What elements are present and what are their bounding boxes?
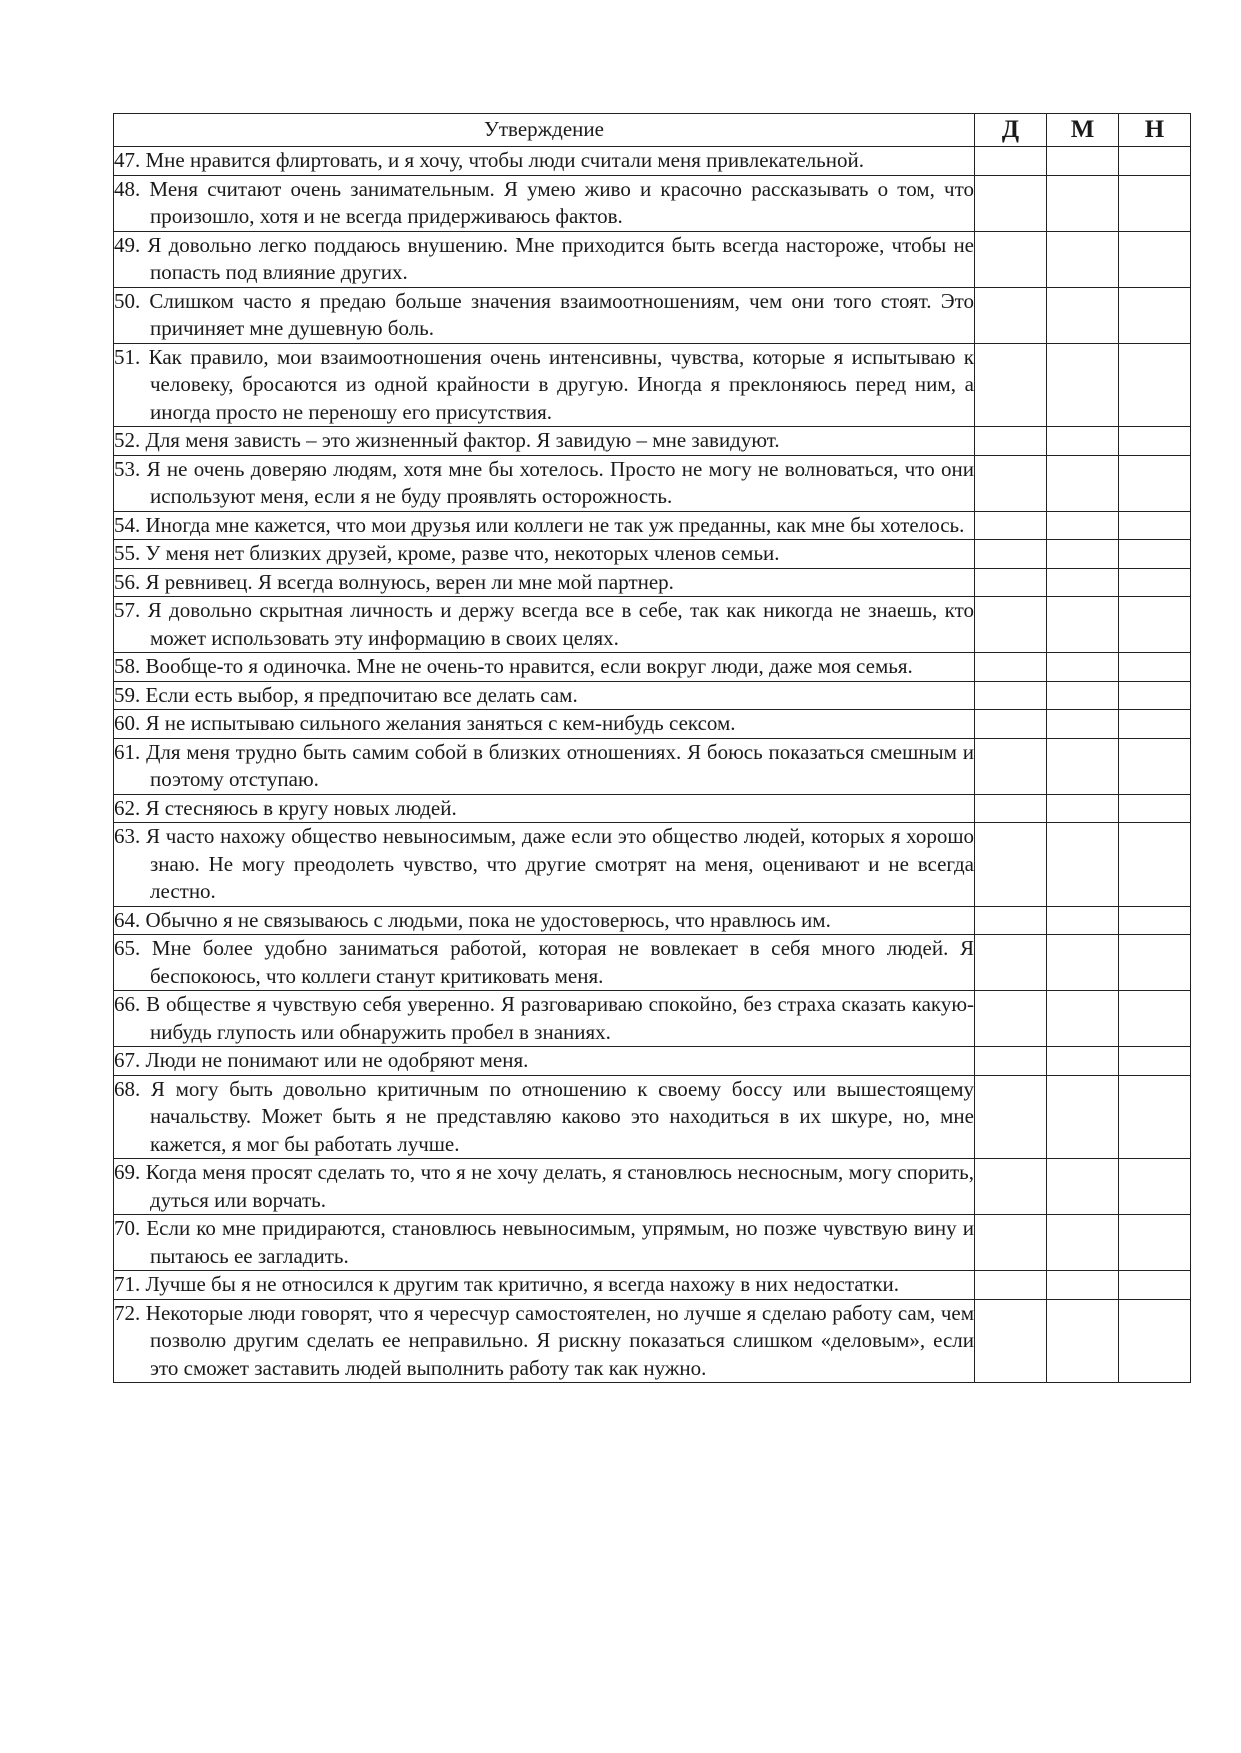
table-row xyxy=(114,1075,1191,1159)
answer-cell-no[interactable] xyxy=(1119,147,1191,176)
answer-cell-yes[interactable] xyxy=(975,287,1047,343)
answer-cell-maybe[interactable] xyxy=(1047,1215,1119,1271)
statement-cell xyxy=(114,1047,975,1076)
answer-cell-no[interactable] xyxy=(1119,794,1191,823)
table-row xyxy=(114,1215,1191,1271)
answer-cell-maybe[interactable] xyxy=(1047,738,1119,794)
statement-text: 47. Мне нравится флиртовать, и я хочу, чтобы люди считали меня привлекательной. xyxy=(114,148,864,172)
statement-text: 63. Я часто нахожу общество невыносимым, даже если это общество людей, которых я хорошо знаю. Не могу преодолеть чувство, что другие смотрят на меня, оценивают и не всегда лестно. xyxy=(114,824,974,903)
header-no: Н xyxy=(1119,114,1191,147)
table-row xyxy=(114,935,1191,991)
answer-cell-yes[interactable] xyxy=(975,1271,1047,1300)
answer-cell-no[interactable] xyxy=(1119,287,1191,343)
table-row xyxy=(114,427,1191,456)
statement-cell xyxy=(114,935,975,991)
statement-text: 51. Как правило, мои взаимоотношения очень интенсивны, чувства, которые я испытываю к человеку, бросаются из одной крайности в другую. Иногда я преклоняюсь перед ним, а иногда просто не переношу его присутствия. xyxy=(114,344,974,424)
statement-text: 55. У меня нет близких друзей, кроме, разве что, некоторых членов семьи. xyxy=(114,541,780,565)
header-yes: Д xyxy=(975,114,1047,147)
statement-text: 48. Меня считают очень занимательным. Я умею живо и красочно рассказывать о том, что произошло, хотя и не всегда придерживаюсь фактов. xyxy=(114,176,974,228)
answer-cell-maybe[interactable] xyxy=(1047,991,1119,1047)
statement-text: 49. Я довольно легко поддаюсь внушению. Мне приходится быть всегда настороже, чтобы не попасть под влияние других. xyxy=(114,232,974,284)
answer-cell-maybe[interactable] xyxy=(1047,794,1119,823)
table-row xyxy=(114,1271,1191,1300)
answer-cell-yes[interactable] xyxy=(975,175,1047,231)
answer-cell-maybe[interactable] xyxy=(1047,427,1119,456)
statement-text: 59. Если есть выбор, я предпочитаю все делать сам. xyxy=(114,682,578,707)
statement-text: 72. Некоторые люди говорят, что я чересчур самостоятелен, но лучше я сделаю работу сам, чем позволю другим сделать ее неправильно. Я рискну показаться слишком «деловым», если это сможет заставить людей выполнить работу так как нужно. xyxy=(114,1300,974,1380)
table-row xyxy=(114,287,1191,343)
statement-text: 66. В обществе я чувствую себя уверенно. Я разговариваю спокойно, без страха сказать какую-нибудь глупость или обнаружить пробел в знаниях. xyxy=(114,992,974,1044)
answer-cell-yes[interactable] xyxy=(975,1159,1047,1215)
statement-cell xyxy=(114,653,975,682)
table-row xyxy=(114,794,1191,823)
header-statement: Утверждение xyxy=(114,114,975,147)
answer-cell-yes[interactable] xyxy=(975,738,1047,794)
answer-cell-maybe[interactable] xyxy=(1047,147,1119,176)
statement-cell xyxy=(114,343,975,427)
answer-cell-no[interactable] xyxy=(1119,1299,1191,1383)
answer-cell-maybe[interactable] xyxy=(1047,1075,1119,1159)
answer-cell-no[interactable] xyxy=(1119,455,1191,511)
answer-cell-no[interactable] xyxy=(1119,823,1191,907)
statement-cell xyxy=(114,455,975,511)
answer-cell-yes[interactable] xyxy=(975,427,1047,456)
statement-cell xyxy=(114,175,975,231)
answer-cell-maybe[interactable] xyxy=(1047,1047,1119,1076)
table-row xyxy=(114,511,1191,540)
statement-cell xyxy=(114,231,975,287)
answer-cell-yes[interactable] xyxy=(975,231,1047,287)
answer-cell-maybe[interactable] xyxy=(1047,1159,1119,1215)
answer-cell-maybe[interactable] xyxy=(1047,568,1119,597)
statement-cell xyxy=(114,710,975,739)
table-row xyxy=(114,1299,1191,1383)
answer-cell-maybe[interactable] xyxy=(1047,175,1119,231)
answer-cell-maybe[interactable] xyxy=(1047,231,1119,287)
statement-text: 64. Обычно я не связываюсь с людьми, пока не удостоверюсь, что нравлюсь им. xyxy=(114,907,831,932)
statement-text: 69. Когда меня просят сделать то, что я не хочу делать, я становлюсь несносным, могу спорить, дуться или ворчать. xyxy=(114,1160,974,1212)
answer-cell-yes[interactable] xyxy=(975,794,1047,823)
answer-cell-no[interactable] xyxy=(1119,1271,1191,1300)
answer-cell-no[interactable] xyxy=(1119,935,1191,991)
statement-text: 62. Я стесняюсь в кругу новых людей. xyxy=(114,795,457,820)
statement-text: 58. Вообще-то я одиночка. Мне не очень-то нравится, если вокруг люди, даже моя семья. xyxy=(114,654,913,678)
statement-cell xyxy=(114,1159,975,1215)
answer-cell-yes[interactable] xyxy=(975,1075,1047,1159)
answer-cell-maybe[interactable] xyxy=(1047,1299,1119,1383)
statement-text: 67. Люди не понимают или не одобряют меня. xyxy=(114,1048,529,1072)
questionnaire-table xyxy=(113,113,1191,1383)
answer-cell-no[interactable] xyxy=(1119,175,1191,231)
answer-cell-maybe[interactable] xyxy=(1047,906,1119,935)
table-row xyxy=(114,568,1191,597)
header-maybe: М xyxy=(1047,114,1119,147)
answer-cell-maybe[interactable] xyxy=(1047,710,1119,739)
table-body xyxy=(114,147,1191,1383)
answer-cell-maybe[interactable] xyxy=(1047,287,1119,343)
statement-cell xyxy=(114,568,975,597)
answer-cell-maybe[interactable] xyxy=(1047,935,1119,991)
statement-text: 50. Слишком часто я предаю больше значения взаимоотношениям, чем они того стоят. Это причиняет мне душевную боль. xyxy=(114,288,974,340)
answer-cell-no[interactable] xyxy=(1119,710,1191,739)
table-row xyxy=(114,710,1191,739)
statement-cell xyxy=(114,147,975,176)
statement-text: 57. Я довольно скрытная личность и держу всегда все в себе, так как никогда не знаешь, кто может использовать эту информацию в своих целях. xyxy=(114,598,974,650)
statement-text: 65. Мне более удобно заниматься работой, которая не вовлекает в себя много людей. Я беспокоюсь, что коллеги станут критиковать меня. xyxy=(114,936,974,988)
answer-cell-no[interactable] xyxy=(1119,681,1191,710)
answer-cell-no[interactable] xyxy=(1119,231,1191,287)
answer-cell-maybe[interactable] xyxy=(1047,455,1119,511)
statement-text: 70. Если ко мне придираются, становлюсь невыносимым, упрямым, но позже чувствую вину и пытаюсь ее загладить. xyxy=(114,1216,974,1268)
answer-cell-yes[interactable] xyxy=(975,710,1047,739)
statement-text: 60. Я не испытываю сильного желания заняться с кем-нибудь сексом. xyxy=(114,711,736,735)
answer-cell-maybe[interactable] xyxy=(1047,343,1119,427)
answer-cell-yes[interactable] xyxy=(975,906,1047,935)
answer-cell-no[interactable] xyxy=(1119,991,1191,1047)
statement-text: 54. Иногда мне кажется, что мои друзья или коллеги не так уж преданны, как мне бы хотелось. xyxy=(114,512,965,537)
answer-cell-no[interactable] xyxy=(1119,597,1191,653)
statement-cell xyxy=(114,906,975,935)
answer-cell-no[interactable] xyxy=(1119,343,1191,427)
answer-cell-yes[interactable] xyxy=(975,823,1047,907)
answer-cell-yes[interactable] xyxy=(975,540,1047,569)
table-row xyxy=(114,653,1191,682)
statement-cell xyxy=(114,597,975,653)
answer-cell-yes[interactable] xyxy=(975,935,1047,991)
answer-cell-yes[interactable] xyxy=(975,1215,1047,1271)
answer-cell-yes[interactable] xyxy=(975,681,1047,710)
answer-cell-no[interactable] xyxy=(1119,1075,1191,1159)
statement-cell xyxy=(114,991,975,1047)
answer-cell-maybe[interactable] xyxy=(1047,511,1119,540)
answer-cell-maybe[interactable] xyxy=(1047,823,1119,907)
answer-cell-no[interactable] xyxy=(1119,1215,1191,1271)
statement-text: 53. Я не очень доверяю людям, хотя мне бы хотелось. Просто не могу не волноваться, что они используют меня, если я не буду проявлять осторожность. xyxy=(114,456,974,508)
answer-cell-maybe[interactable] xyxy=(1047,540,1119,569)
answer-cell-yes[interactable] xyxy=(975,511,1047,540)
answer-cell-maybe[interactable] xyxy=(1047,653,1119,682)
answer-cell-yes[interactable] xyxy=(975,1299,1047,1383)
statement-text: 71. Лучше бы я не относился к другим так критично, я всегда нахожу в них недостатки. xyxy=(114,1272,900,1296)
table-row xyxy=(114,343,1191,427)
statement-cell xyxy=(114,287,975,343)
statement-cell xyxy=(114,1075,975,1159)
table-row xyxy=(114,1159,1191,1215)
answer-cell-yes[interactable] xyxy=(975,147,1047,176)
table-row xyxy=(114,738,1191,794)
statement-text: 56. Я ревнивец. Я всегда волнуюсь, верен ли мне мой партнер. xyxy=(114,569,674,594)
answer-cell-maybe[interactable] xyxy=(1047,1271,1119,1300)
table-row xyxy=(114,231,1191,287)
statement-cell xyxy=(114,1271,975,1300)
statement-text: 52. Для меня зависть – это жизненный фактор. Я завидую – мне завидуют. xyxy=(114,428,780,452)
answer-cell-no[interactable] xyxy=(1119,653,1191,682)
answer-cell-no[interactable] xyxy=(1119,427,1191,456)
table-row xyxy=(114,455,1191,511)
answer-cell-yes[interactable] xyxy=(975,568,1047,597)
table-header-row xyxy=(114,114,1191,147)
answer-cell-no[interactable] xyxy=(1119,906,1191,935)
answer-cell-yes[interactable] xyxy=(975,455,1047,511)
answer-cell-maybe[interactable] xyxy=(1047,597,1119,653)
answer-cell-yes[interactable] xyxy=(975,991,1047,1047)
answer-cell-yes[interactable] xyxy=(975,653,1047,682)
table-row xyxy=(114,823,1191,907)
answer-cell-yes[interactable] xyxy=(975,1047,1047,1076)
answer-cell-no[interactable] xyxy=(1119,738,1191,794)
statement-cell xyxy=(114,540,975,569)
answer-cell-no[interactable] xyxy=(1119,1159,1191,1215)
table-row xyxy=(114,1047,1191,1076)
answer-cell-no[interactable] xyxy=(1119,568,1191,597)
statement-cell xyxy=(114,823,975,907)
statement-cell xyxy=(114,1299,975,1383)
table-row xyxy=(114,540,1191,569)
statement-cell xyxy=(114,511,975,540)
answer-cell-no[interactable] xyxy=(1119,1047,1191,1076)
statement-cell xyxy=(114,738,975,794)
statement-text: 68. Я могу быть довольно критичным по отношению к своему боссу или вышестоящему начальству. Может быть я не представляю каково это находиться в их шкуре, но, мне кажется, я мог бы работать лучше. xyxy=(114,1076,974,1156)
answer-cell-yes[interactable] xyxy=(975,343,1047,427)
table-row xyxy=(114,991,1191,1047)
statement-cell xyxy=(114,681,975,710)
table-row xyxy=(114,906,1191,935)
statement-text: 61. Для меня трудно быть самим собой в близких отношениях. Я боюсь показаться смешным и поэтому отступаю. xyxy=(114,739,974,791)
table-row xyxy=(114,147,1191,176)
table-row xyxy=(114,175,1191,231)
statement-cell xyxy=(114,1215,975,1271)
statement-cell xyxy=(114,794,975,823)
statement-cell xyxy=(114,427,975,456)
table-row xyxy=(114,597,1191,653)
answer-cell-no[interactable] xyxy=(1119,511,1191,540)
answer-cell-no[interactable] xyxy=(1119,540,1191,569)
answer-cell-yes[interactable] xyxy=(975,597,1047,653)
answer-cell-maybe[interactable] xyxy=(1047,681,1119,710)
table-row xyxy=(114,681,1191,710)
